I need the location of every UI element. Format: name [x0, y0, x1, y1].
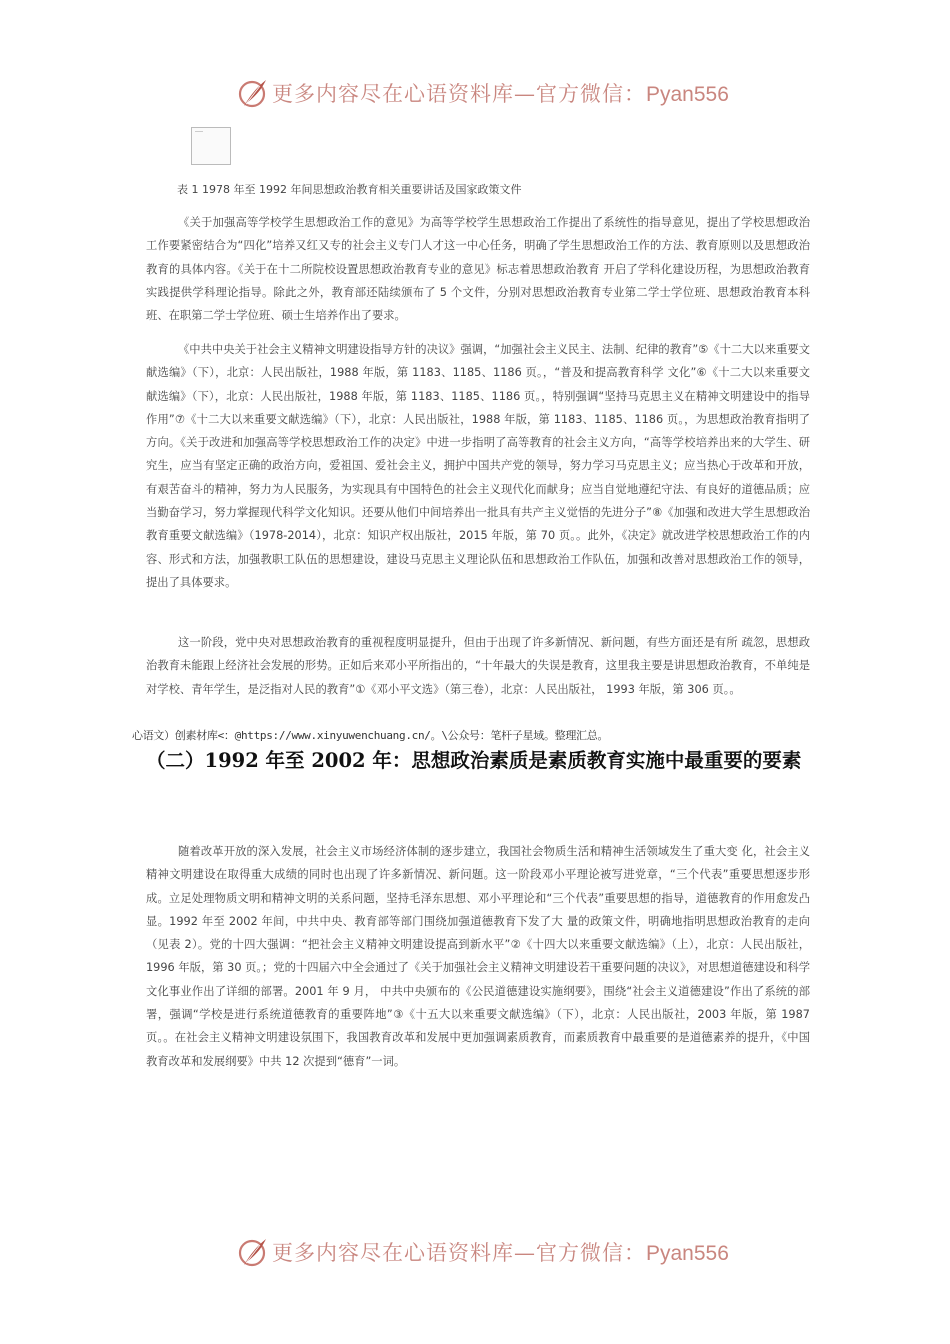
banner-text: [272, 1239, 729, 1268]
source-line: 心语文）创素材库<：@https://www.xinyuwenchuang.cn/。\公众号：笔杆子星域。整理汇总。: [132, 729, 609, 742]
paragraph-4: 随着改革开放的深入发展，社会主义市场经济体制的逐步建立，我国社会物质生活和精神生活领域发生了重大变 化，社会主义精神文明建设在取得重大成绩的同时也出现了许多新情况、新问题。这一阶段邓小平理论被写进党章，“三个代表”重要思想逐步形成。立足处理物质文明和精神文明的关系问题，坚持毛泽东思想、邓小平理论和“三个代表”重要思想的指导，道德教育的作用愈发凸显。1992 年至 2002 年间，中共中央、教育部等部门围绕加强道德教育下发了大 量的政策文件，明确地指明思想政治教育的走向（见表 2）。党的十四大强调：“把社会主义精神文明建设提高到新水平”②《十四大以来重要文献选编》（上），北京：人民出版社，1996 年版，第 30 页。；党的十四届六中全会通过了《关于加强社会主义精神文明建设若干重要问题的决议》，对思想道德建设和科学文化事业作出了详细的部署。2001 年 9 月， 中共中央颁布的《公民道德建设实施纲要》，围绕“社会主义道德建设”作出了系统的部署，强调“学校是进行系统道德教育的重要阵地”③《十五大以来重要文献选编》（下），北京：人民出版社，2003 年版，第 1987 页。。在社会主义精神文明建设氛围下，我国教育改革和发展中更加强调素质教育，而素质教育中最重要的是道德素养的提升，《中国教育改革和发展纲要》中共 12 次提到“德育”一词。: [146, 845, 810, 1068]
banner-text: [272, 80, 729, 109]
top-watermark-banner: [0, 74, 950, 114]
banner-text-cn: 更多内容尽在心语资料库—官方微信：: [272, 1241, 646, 1265]
feather-circle-logo-icon: [236, 76, 270, 110]
paragraph-2: 《中共中央关于社会主义精神文明建设指导方针的决议》强调，“加强社会主义民主、法制、纪律的教育”⑤《十二大以来重要文献选编》（下），北京：人民出版社，1988 年版，第 1183、1185、1186 页。，“普及和提高教育科学 文化”⑥《十二大以来重要文献选编》（下），北京：人民出版社，1988 年版，第 1183、1185、1186 页。，特别强调“坚持马克思主义在精神文明建设中的指导作用”⑦《十二大以来重要文献选编》（下），北京：人民出版社，1988 年版，第 1183、1185、1186 页。，为思想政治教育指明了方向。《关于改进和加强高等学校思想政治工作的决定》中进一步指明了高等教育的社会主义方向，“高等学校培养出来的大学生、研究生，应当有坚定正确的政治方向，爱祖国、爱社会主义，拥护中国共产党的领导，努力学习马克思主义；应当热心于改革和开放，有艰苦奋斗的精神，努力为人民服务，为实现具有中国特色的社会主义现代化而献身；应当自觉地遵纪守法、有良好的道德品质；应当勤奋学习，努力掌握现代科学文化知识。还要从他们中间培养出一批具有共产主义觉悟的先进分子”⑧《加强和改进大学生思想政治教育重要文献选编》（1978-2014），北京：知识产权出版社，2015 年版，第 70 页。。此外，《决定》就改进学校思想政治工作的内容、形式和方法，加强教职工队伍的思想建设，建设马克思主义理论队伍和思想政治工作队伍，加强和改善对思想政治工作的领导，提出了具体要求。: [146, 343, 810, 589]
section-heading: （二）1992 年至 2002 年：思想政治素质是素质教育实施中最重要的要素: [146, 749, 802, 772]
paragraph-3: 这一阶段，党中央对思想政治教育的重视程度明显提升，但由于出现了许多新情况、新问题，有些方面还是有所 疏忽，思想政治教育未能跟上经济社会发展的形势。正如后来邓小平所指出的，“十年最大的失误是教育，这里我主要是讲思想政治教育，不单纯是对学校、青年学生，是泛指对人民的教育”①《邓小平文选》（第三卷），北京：人民出版社， 1993 年版，第 306 页。。: [146, 636, 810, 696]
bottom-watermark-banner: [0, 1233, 950, 1273]
banner-text-cn: 更多内容尽在心语资料库—官方微信：: [272, 82, 646, 106]
feather-circle-logo-icon: [236, 1235, 270, 1269]
paragraph-1: 《关于加强高等学校学生思想政治工作的意见》为高等学校学生思想政治工作提出了系统性的指导意见，提出了学校思想政治工作要紧密结合为“四化”培养又红又专的社会主义专门人才这一中心任务，明确了学生思想政治工作的方法、教育原则以及思想政治教育的具体内容。《关于在十二所院校设置思想政治教育专业的意见》标志着思想政治教育 开启了学科化建设历程，为思想政治教育实践提供学科理论指导。除此之外，教育部还陆续颁布了 5 个文件，分别对思想政治教育专业第二学士学位班、思想政治教育本科班、在职第二学士学位班、硕士生培养作出了要求。: [146, 216, 810, 323]
table-caption: 表 1 1978 年至 1992 年间思想政治教育相关重要讲话及国家政策文件: [177, 183, 522, 196]
broken-image-placeholder: [191, 127, 231, 165]
banner-wechat-id: Pyan556: [646, 1242, 729, 1265]
banner-wechat-id: Pyan556: [646, 83, 729, 106]
